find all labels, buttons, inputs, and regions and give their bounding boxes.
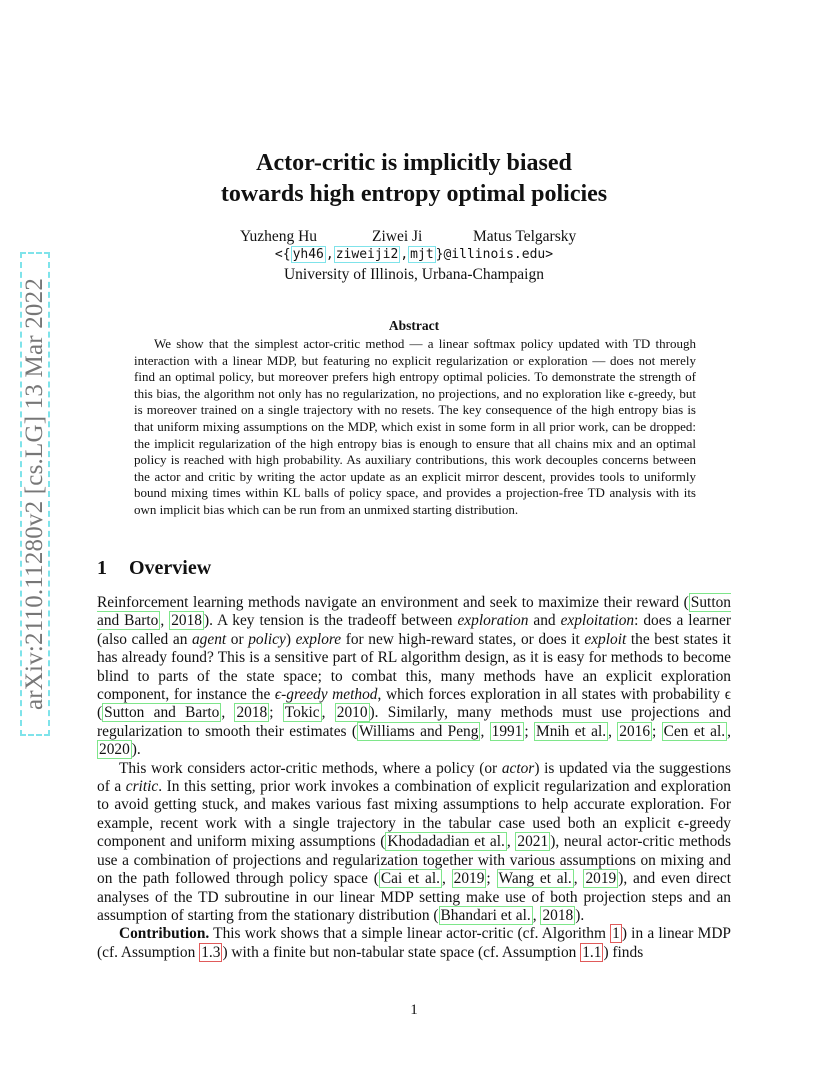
emphasis: ϵ-greedy method	[274, 686, 378, 704]
emphasis: actor	[501, 759, 535, 777]
citation-link[interactable]: 2010	[336, 704, 368, 722]
emphasis: agent	[191, 630, 227, 648]
text-run: ). Similarly, many methods must use projections and regularization to smooth their estimates (	[97, 704, 732, 740]
emphasis: policy	[248, 630, 286, 648]
text-run: ), and even direct analyses of the TD subroutine in our linear MDP setting make use of both projection steps and an assumption of starting from the stationary distribution (	[97, 870, 732, 924]
text-run: ,	[160, 612, 170, 630]
emphasis: exploitation	[560, 612, 635, 630]
body-text	[97, 594, 731, 962]
paragraph	[97, 925, 731, 962]
text-run: ,	[573, 870, 584, 888]
text-run: ) in a linear MDP (cf. Assumption	[97, 925, 731, 961]
text-run: ,	[608, 722, 618, 740]
paragraph-heading: Contribution.	[119, 925, 210, 943]
title-line-2: towards high entropy optimal policies	[220, 181, 608, 207]
text-run: ,	[441, 870, 452, 888]
section-title: Overview	[129, 557, 212, 579]
email-link[interactable]: yh46	[292, 247, 324, 262]
author-name: Ziwei Ji	[372, 228, 423, 245]
email-prefix: <{	[274, 247, 291, 262]
paragraph	[97, 594, 731, 760]
text-run: ), neural actor-critic methods use a combination of projections and regularization together with various assumptions on mixing and on the path followed through policy space (	[97, 833, 731, 888]
citation-link[interactable]: Wang et al.	[498, 870, 572, 888]
citation-link[interactable]: Khodadadian et al.	[387, 833, 505, 851]
text-run: This work considers actor-critic methods, where a policy (or	[119, 759, 502, 777]
email-link[interactable]: ziweiji2	[335, 247, 399, 262]
citation-link[interactable]: 2019	[453, 870, 485, 888]
paragraph	[97, 760, 731, 926]
citation-link[interactable]: Cai et al.	[380, 870, 440, 888]
author-name: Yuzheng Hu	[240, 228, 318, 245]
citation-link[interactable]: 2021	[517, 833, 549, 851]
paper-title	[0, 148, 828, 210]
citation-link[interactable]: Tokic	[284, 704, 320, 722]
citation-link[interactable]: Mnih et al.	[536, 722, 607, 740]
citation-link[interactable]: Bhandari et al.	[440, 906, 531, 924]
text-run: ). A key tension is the tradeoff between	[203, 612, 458, 630]
text-run: ).	[575, 906, 585, 924]
author-name: Matus Telgarsky	[473, 228, 577, 245]
text-run: )	[285, 630, 296, 648]
text-run: . In this setting, prior work invokes a combination of explicit regularization and exploration to avoid getting stuck, and makes various fast mixing assumptions to help accurate exploration. For example, recent work with a single trajectory in the tabular case used both an explicit ϵ-greedy component and uniform mixing assumptions (	[97, 778, 731, 851]
page-number: 1	[410, 1002, 418, 1018]
text-run: ,	[532, 906, 541, 924]
text-run: ) is updated via the suggestions of a	[97, 759, 731, 796]
text-run: ,	[321, 704, 335, 722]
text-run: : does a learner (also called an	[97, 612, 732, 648]
author-emails	[0, 247, 828, 262]
email-separator: ,	[400, 247, 409, 262]
citation-link[interactable]: 2018	[171, 612, 202, 630]
text-run: ) with a finite but non-tabular state space (cf. Assumption	[222, 943, 581, 961]
text-run: the best states it has already found? This is a sensitive part of RL algorithm design, as it is easy for methods to become blind to parts of the state space; to combat this, many methods have an explicit exploration component, for instance the	[97, 630, 731, 704]
reference-link[interactable]: 1	[612, 925, 620, 943]
emphasis: exploration	[457, 612, 529, 630]
text-run: Reinforcement learning methods navigate an environment and seek to maximize their reward (	[97, 594, 689, 611]
text-run: ,	[506, 833, 516, 851]
email-link[interactable]: mjt	[410, 247, 434, 262]
citation-link[interactable]: 2019	[585, 870, 617, 888]
abstract-text: We show that the simplest actor-critic method — a linear softmax policy updated with TD through interaction with a linear MDP, but featuring no explicit regularization or exploration — does not merely find an optimal policy, but moreover prefers high entropy optimal policies. To demonstrate the strength of this bias, the algorithm not only has no regularization, no projections, and no exploration like ϵ-greedy, but is moreover trained on a single trajectory with no resets. The key consequence of the high entropy bias is that uniform mixing assumptions on the MDP, which exist in some form in all prior work, can be dropped: the implicit regularization of the high entropy bias is enough to ensure that all chains mix and an optimal policy is reached with high probability. As auxiliary contributions, this work decouples concerns between the actor and critic by writing the actor update as an explicit mirror descent, provides tools to uniformly bound mixing times within KL balls of policy space, and provides a projection-free TD analysis with its own implicit bias which can be run from an unmixed starting distribution.	[134, 336, 696, 517]
text-run: ) finds	[603, 943, 644, 961]
emphasis: exploit	[584, 630, 627, 648]
text-run: ,	[727, 722, 732, 740]
text-run: for new high-reward states, or does it	[341, 630, 585, 648]
reference-link[interactable]: 1.3	[201, 943, 221, 961]
citation-link[interactable]: Sutton and Barto	[97, 594, 731, 630]
text-run: and	[528, 612, 561, 630]
text-run: or	[226, 630, 249, 648]
citation-link[interactable]: 2020	[99, 741, 130, 759]
abstract-heading: Abstract	[388, 318, 440, 333]
reference-link[interactable]: 1.1	[582, 943, 602, 961]
citation-link[interactable]: 2018	[236, 704, 268, 722]
section-heading	[97, 557, 211, 580]
citation-link[interactable]: Sutton and Barto	[104, 704, 220, 722]
text-run: ,	[480, 722, 490, 740]
text-run: ,	[221, 704, 235, 722]
citation-link[interactable]: Cen et al.	[663, 722, 726, 740]
text-run: ;	[524, 722, 535, 740]
text-run: ).	[131, 741, 141, 759]
emphasis: critic	[125, 778, 159, 796]
citation-link[interactable]: 2016	[619, 722, 651, 740]
citation-link[interactable]: 1991	[491, 722, 523, 740]
title-line-1: Actor-critic is implicitly biased	[256, 150, 572, 176]
arxiv-identifier-text: arXiv:2110.11280v2 [cs.LG] 13 Mar 2022	[21, 277, 49, 711]
email-separator: ,	[325, 247, 334, 262]
citation-link[interactable]: Williams and Peng	[358, 722, 479, 740]
text-run: ;	[486, 870, 497, 888]
emphasis: explore	[295, 630, 342, 648]
text-run: ;	[652, 722, 662, 740]
section-number: 1	[97, 557, 107, 579]
email-suffix: }@illinois.edu>	[435, 247, 554, 262]
affiliation: University of Illinois, Urbana-Champaign	[283, 266, 544, 283]
text-run: , which forces exploration in all states with probability ϵ (	[97, 686, 731, 722]
citation-link[interactable]: 2018	[542, 906, 574, 924]
text-run: ;	[269, 704, 283, 722]
text-run: This work shows that a simple linear actor-critic (cf. Algorithm	[209, 925, 611, 943]
